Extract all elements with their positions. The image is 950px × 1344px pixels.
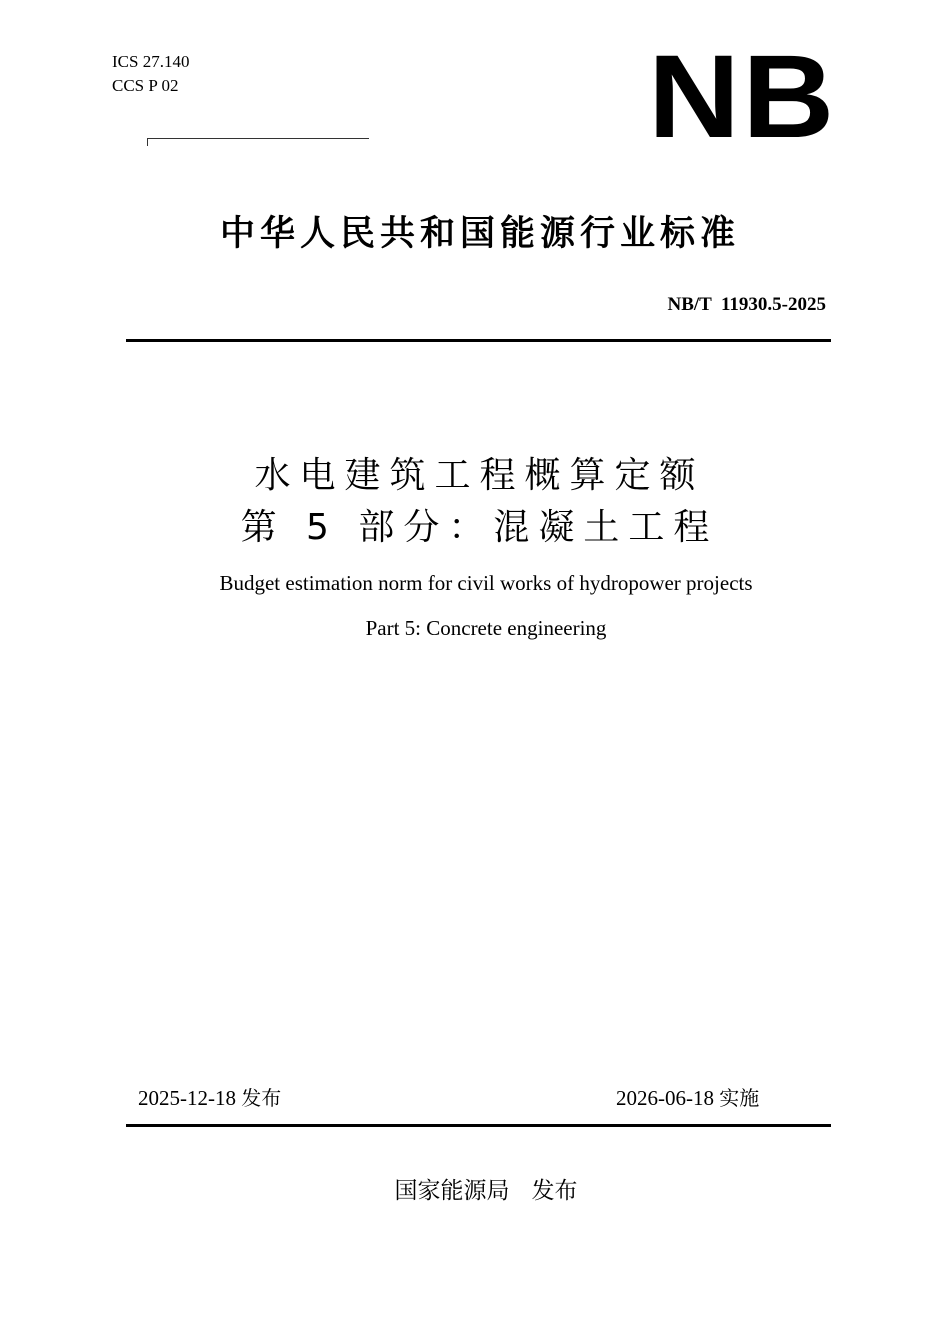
bottom-divider (126, 1124, 831, 1127)
issue-date (138, 1084, 281, 1112)
publisher: 国家能源局 发布 (394, 1178, 578, 1204)
ics-code: ICS 27.140 (112, 52, 190, 71)
nb-logo: NB (648, 31, 837, 163)
top-divider (126, 339, 831, 342)
filing-number-line (147, 138, 369, 139)
standard-number: NB/T 11930.5-2025 (667, 294, 826, 315)
filing-number-line-tick (147, 138, 148, 146)
implementation-date (616, 1084, 759, 1112)
english-title-line-1: Budget estimation norm for civil works of hydropower projects (219, 571, 753, 595)
classification-codes (112, 50, 189, 98)
industry-standard-title: 中华人民共和国能源行业标准 (219, 214, 740, 254)
issue-date-value: 2025-12-18 (138, 1086, 236, 1110)
english-title-line-2: Part 5: Concrete engineering (365, 616, 607, 640)
ccs-code: CCS P 02 (112, 76, 179, 95)
implementation-date-value: 2026-06-18 (616, 1086, 714, 1110)
chinese-title-line-1: 水电建筑工程概算定额 (254, 455, 705, 496)
chinese-title-line-2: 第 5 部分：混凝土工程 (240, 507, 719, 548)
implementation-date-label: 实施 (719, 1086, 760, 1110)
issue-date-label: 发布 (241, 1086, 282, 1110)
